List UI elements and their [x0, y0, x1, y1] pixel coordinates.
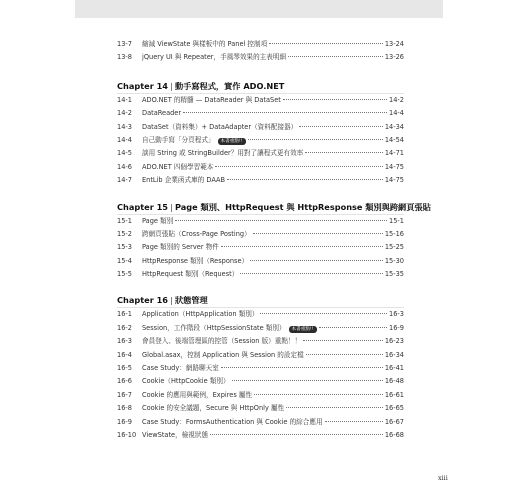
toc-entry[interactable]	[117, 429, 404, 442]
entry-title: Global.asax，控制 Application 與 Session 的設定檔	[142, 350, 304, 359]
entry-page: 16-61	[384, 390, 404, 399]
entry-page: 16-48	[384, 377, 404, 386]
entry-number: 16-4	[117, 350, 132, 359]
toc-entry[interactable]	[117, 107, 404, 120]
dot-leader	[232, 380, 383, 381]
dot-leader	[240, 273, 382, 274]
dot-leader	[283, 99, 387, 100]
dot-leader	[183, 112, 387, 113]
dot-leader	[260, 313, 387, 314]
dot-leader	[303, 340, 383, 341]
entry-page: 15-25	[384, 243, 404, 252]
dot-leader	[286, 407, 383, 408]
entry-page: 16-68	[384, 430, 404, 439]
entry-title: Application（HttpApplication 類別）	[142, 310, 259, 319]
toc-entry[interactable]	[117, 134, 404, 147]
entry-number: 15-4	[117, 256, 132, 265]
dot-leader	[221, 246, 383, 247]
dot-leader	[288, 56, 383, 57]
dot-leader	[269, 43, 383, 44]
entry-title: ADO.NET 的精髓 — DataReader 與 DataSet	[142, 95, 281, 104]
entry-title: ADO.NET 四個學習範本	[142, 162, 214, 171]
chapter-label: Chapter 15	[117, 201, 168, 212]
chapter-separator: |	[169, 80, 173, 91]
entry-page: 13-26	[384, 53, 404, 62]
dot-leader	[210, 434, 383, 435]
chapter-title: 狀態管理	[174, 295, 208, 306]
entry-title: 縮減 ViewState 與樣板中的 Panel 控制項	[142, 40, 268, 48]
toc-entry[interactable]	[117, 402, 404, 415]
entry-page: 14-75	[384, 176, 404, 185]
entry-title: Case Study：FormsAuthentication 與 Cookie 的綜合應用	[142, 417, 323, 426]
toc-entry[interactable]	[117, 161, 404, 174]
toc-entry[interactable]	[117, 416, 404, 429]
toc-entry[interactable]	[117, 308, 404, 321]
entry-number: 14-4	[117, 135, 132, 144]
entry-page: 14-75	[384, 162, 404, 171]
dot-leader	[215, 166, 382, 167]
entry-number: 16-1	[117, 310, 132, 319]
entry-title: Session，工作階段（HttpSessionState 類別）	[142, 323, 286, 332]
entry-title: 會員登入、後端管理區的控管（Session 版）重點！！	[142, 337, 302, 346]
entry-page: 15-1	[389, 216, 404, 225]
entry-page: 16-9	[389, 323, 404, 332]
top-header-band	[75, 0, 443, 18]
entry-number: 14-3	[117, 122, 132, 131]
chapter-separator: |	[169, 295, 173, 306]
table-of-contents	[117, 38, 431, 442]
chapter-separator: |	[169, 201, 173, 212]
entry-number: 14-2	[117, 109, 132, 118]
dot-leader	[250, 260, 383, 261]
entry-number: 16-2	[117, 323, 132, 332]
chapter-label: Chapter 14	[117, 80, 168, 91]
toc-section	[117, 293, 404, 442]
chapter-title: Page 類別、HttpRequest 與 HttpResponse 類別與跨網頁張貼	[174, 201, 431, 212]
toc-entry[interactable]	[117, 375, 404, 388]
toc-entry[interactable]	[117, 121, 404, 134]
entry-title: ViewState，檢視狀態	[142, 430, 209, 439]
dot-leader	[306, 354, 383, 355]
entry-title: HttpRequest 類別（Request）	[142, 270, 239, 279]
entry-title: Page 類別的 Server 物件	[142, 243, 219, 252]
dot-leader	[299, 126, 383, 127]
toc-section	[117, 200, 431, 282]
entry-number: 16-6	[117, 377, 132, 386]
toc-entry[interactable]	[117, 241, 404, 254]
dot-leader	[227, 179, 383, 180]
page-number: xiii	[438, 474, 448, 482]
entry-number: 14-1	[117, 95, 132, 104]
toc-entry[interactable]	[117, 174, 404, 187]
toc-entry[interactable]	[117, 215, 404, 228]
toc-entry[interactable]	[117, 322, 404, 335]
dot-leader	[305, 152, 383, 153]
dot-leader	[325, 421, 383, 422]
entry-page: 14-4	[389, 109, 404, 118]
entry-page: 14-71	[384, 149, 404, 158]
entry-number: 15-3	[117, 243, 132, 252]
dot-leader	[248, 139, 383, 140]
entry-page: 14-54	[384, 135, 404, 144]
entry-page: 16-41	[384, 364, 404, 373]
entry-number: 16-8	[117, 404, 132, 413]
entry-number: 16-9	[117, 417, 132, 426]
toc-section	[117, 79, 404, 188]
entry-number: 13-8	[117, 53, 132, 62]
entry-title: 跨網頁張貼（Cross-Page Posting）	[142, 229, 251, 238]
chapter-title: 動手寫程式，實作 ADO.NET	[174, 80, 285, 91]
entry-title: EntLib 企業函式庫的 DAAB	[142, 176, 226, 185]
entry-page: 15-35	[384, 270, 404, 279]
entry-title: Page 類別	[142, 216, 174, 225]
entry-title: 自己動手寫「分頁程式」	[142, 135, 215, 144]
entry-page: 16-67	[384, 417, 404, 426]
toc-section	[117, 38, 404, 65]
entry-title: 談用 String 或 StringBuilder？用對了讓程式更有效率	[142, 149, 304, 158]
key-point-badge: 本書重點!!	[289, 326, 317, 333]
dot-leader	[253, 233, 383, 234]
toc-entry[interactable]	[117, 147, 404, 160]
toc-entry[interactable]	[117, 335, 404, 348]
entry-title: Cookie 的應用與範例，Expires 屬性	[142, 390, 253, 399]
entry-number: 14-5	[117, 149, 132, 158]
toc-entry[interactable]	[117, 255, 404, 268]
toc-entry[interactable]	[117, 362, 404, 375]
entry-number: 16-3	[117, 337, 132, 346]
entry-page: 15-30	[384, 256, 404, 265]
entry-number: 15-2	[117, 229, 132, 238]
entry-number: 13-7	[117, 40, 132, 48]
toc-entry[interactable]	[117, 94, 404, 107]
toc-entry[interactable]	[117, 349, 404, 362]
entry-number: 16-7	[117, 390, 132, 399]
toc-entry[interactable]	[117, 228, 404, 241]
entry-title: DataSet（資料集）+ DataAdapter（資料配接器）	[142, 122, 298, 131]
entry-title: Case Study：網路聊天室	[142, 364, 219, 373]
chapter-heading	[117, 293, 404, 307]
chapter-heading	[117, 79, 404, 93]
entry-title: Cookie（HttpCookie 類別）	[142, 377, 230, 386]
entry-title: jQuery UI 與 Repeater，手風琴效果的主表明細	[142, 53, 287, 62]
toc-entry[interactable]	[117, 389, 404, 402]
entry-number: 14-6	[117, 162, 132, 171]
entry-page: 16-34	[384, 350, 404, 359]
entry-page: 16-23	[384, 337, 404, 346]
entry-number: 16-10	[117, 430, 137, 439]
toc-entry[interactable]	[117, 38, 404, 51]
entry-number: 15-5	[117, 270, 132, 279]
toc-entry[interactable]	[117, 51, 404, 64]
chapter-heading	[117, 200, 431, 214]
entry-page: 14-34	[384, 122, 404, 131]
entry-page: 15-16	[384, 229, 404, 238]
entry-page: 13-24	[384, 40, 404, 48]
dot-leader	[254, 394, 383, 395]
entry-title: DataReader	[142, 109, 182, 118]
key-point-badge: 本書重點!!	[218, 138, 246, 145]
entry-number: 15-1	[117, 216, 132, 225]
dot-leader	[319, 327, 387, 328]
entry-page: 14-2	[389, 95, 404, 104]
entry-page: 16-65	[384, 404, 404, 413]
entry-title: Cookie 的安全議題，Secure 與 HttpOnly 屬性	[142, 404, 285, 413]
dot-leader	[221, 367, 383, 368]
entry-number: 16-5	[117, 364, 132, 373]
dot-leader	[175, 220, 387, 221]
entry-number: 14-7	[117, 176, 132, 185]
entry-page: 16-3	[389, 310, 404, 319]
chapter-label: Chapter 16	[117, 295, 168, 306]
entry-title: HttpResponse 類別（Response）	[142, 256, 249, 265]
toc-entry[interactable]	[117, 268, 404, 281]
